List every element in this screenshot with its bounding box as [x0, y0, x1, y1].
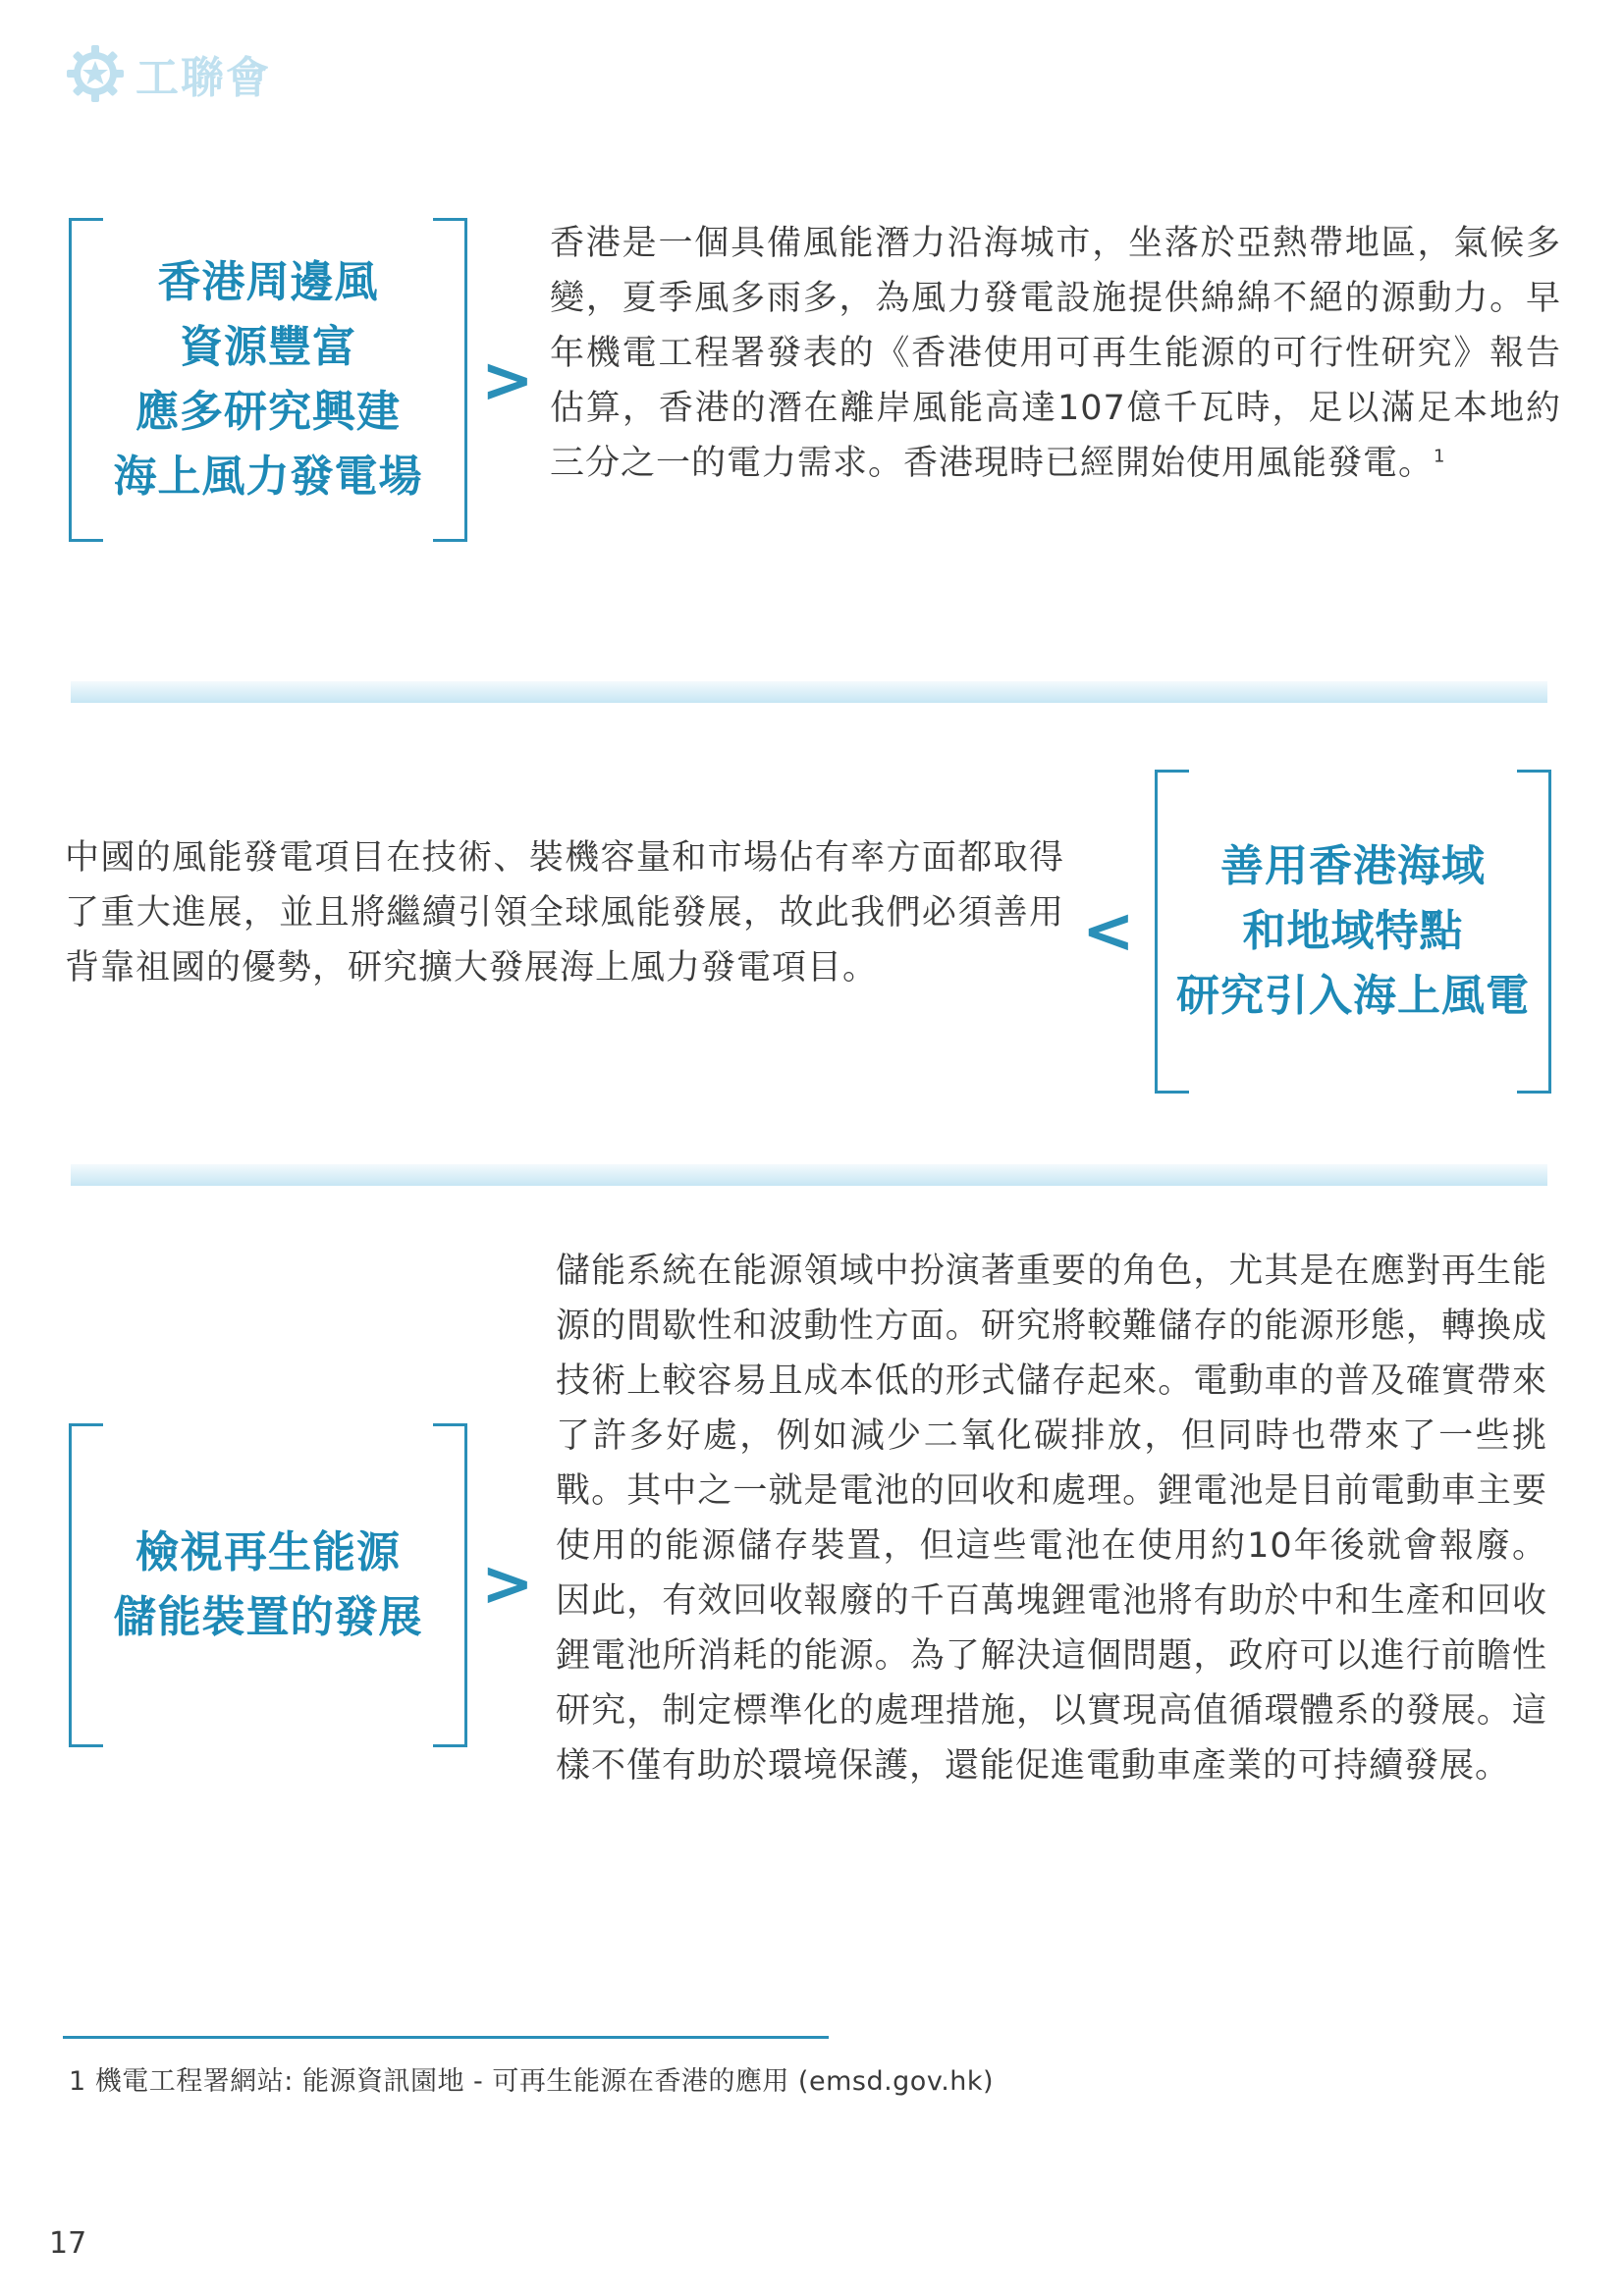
section-3-paragraph [556, 1244, 1547, 1793]
gear-star-emblem-icon [65, 43, 126, 104]
right-arrow-icon: > [481, 1548, 534, 1621]
right-arrow-icon: > [481, 345, 534, 417]
page-number: 17 [49, 2226, 87, 2261]
section-1-heading-box [69, 218, 467, 542]
heading-line: 善用香港海域 [1220, 841, 1486, 891]
footnote: 1 機電工程署網站: 能源資訊園地 - 可再生能源在香港的應用 (emsd.gov.hk) [69, 2066, 995, 2097]
heading-line: 儲能裝置的發展 [113, 1592, 423, 1642]
logo-text: 工聯會 [135, 53, 271, 103]
footnote-reference: 1 [1434, 446, 1446, 467]
divider [71, 681, 1547, 703]
heading-line: 研究引入海上風電 [1176, 971, 1530, 1021]
divider [71, 1164, 1547, 1186]
heading-line: 海上風力發電場 [113, 452, 423, 502]
heading-line: 和地域特點 [1242, 906, 1464, 956]
logo [65, 43, 271, 104]
heading-line: 資源豐富 [180, 322, 356, 372]
paragraph-text: 香港是一個具備風能潛力沿海城市，坐落於亞熱帶地區，氣候多變，夏季風多雨多，為風力發電設施提供綿綿不絕的源動力。早年機電工程署發表的《香港使用可再生能源的可行性研究》報告估算，香港的潛在離岸風能高達107億千瓦時，足以滿足本地約三分之一的電力需求。香港現時已經開始使用風能發電。 [550, 224, 1561, 483]
section-2-paragraph [65, 830, 1064, 995]
section-3-heading-box [69, 1423, 467, 1747]
heading-line: 應多研究興建 [135, 387, 401, 437]
paragraph-text: 中國的風能發電項目在技術、裝機容量和市場佔有率方面都取得了重大進展，並且將繼續引領全球風能發展，故此我們必須善用背靠祖國的優勢，研究擴大發展海上風力發電項目。 [65, 838, 1064, 988]
section-2-heading-box [1155, 770, 1551, 1094]
heading-line: 檢視再生能源 [135, 1527, 401, 1577]
paragraph-text: 儲能系統在能源領域中扮演著重要的角色，尤其是在應對再生能源的間歇性和波動性方面。研究將較難儲存的能源形態，轉換成技術上較容易且成本低的形式儲存起來。電動車的普及確實帶來了許多好處，例如減少二氧化碳排放，但同時也帶來了一些挑戰。其中之一就是電池的回收和處理。鋰電池是目前電動車主要使用的能源儲存裝置，但這些電池在使用約10年後就會報廢。因此，有效回收報廢的千百萬塊鋰電池將有助於中和生產和回收鋰電池所消耗的能源。為了解決這個問題，政府可以進行前瞻性研究，制定標準化的處理措施，以實現高值循環體系的發展。這樣不僅有助於環境保護，還能促進電動車產業的可持續發展。 [556, 1252, 1547, 1786]
left-arrow-icon: < [1082, 895, 1135, 968]
section-1-paragraph [550, 216, 1561, 491]
footnote-rule [63, 2036, 829, 2039]
heading-line: 香港周邊風 [157, 257, 379, 307]
